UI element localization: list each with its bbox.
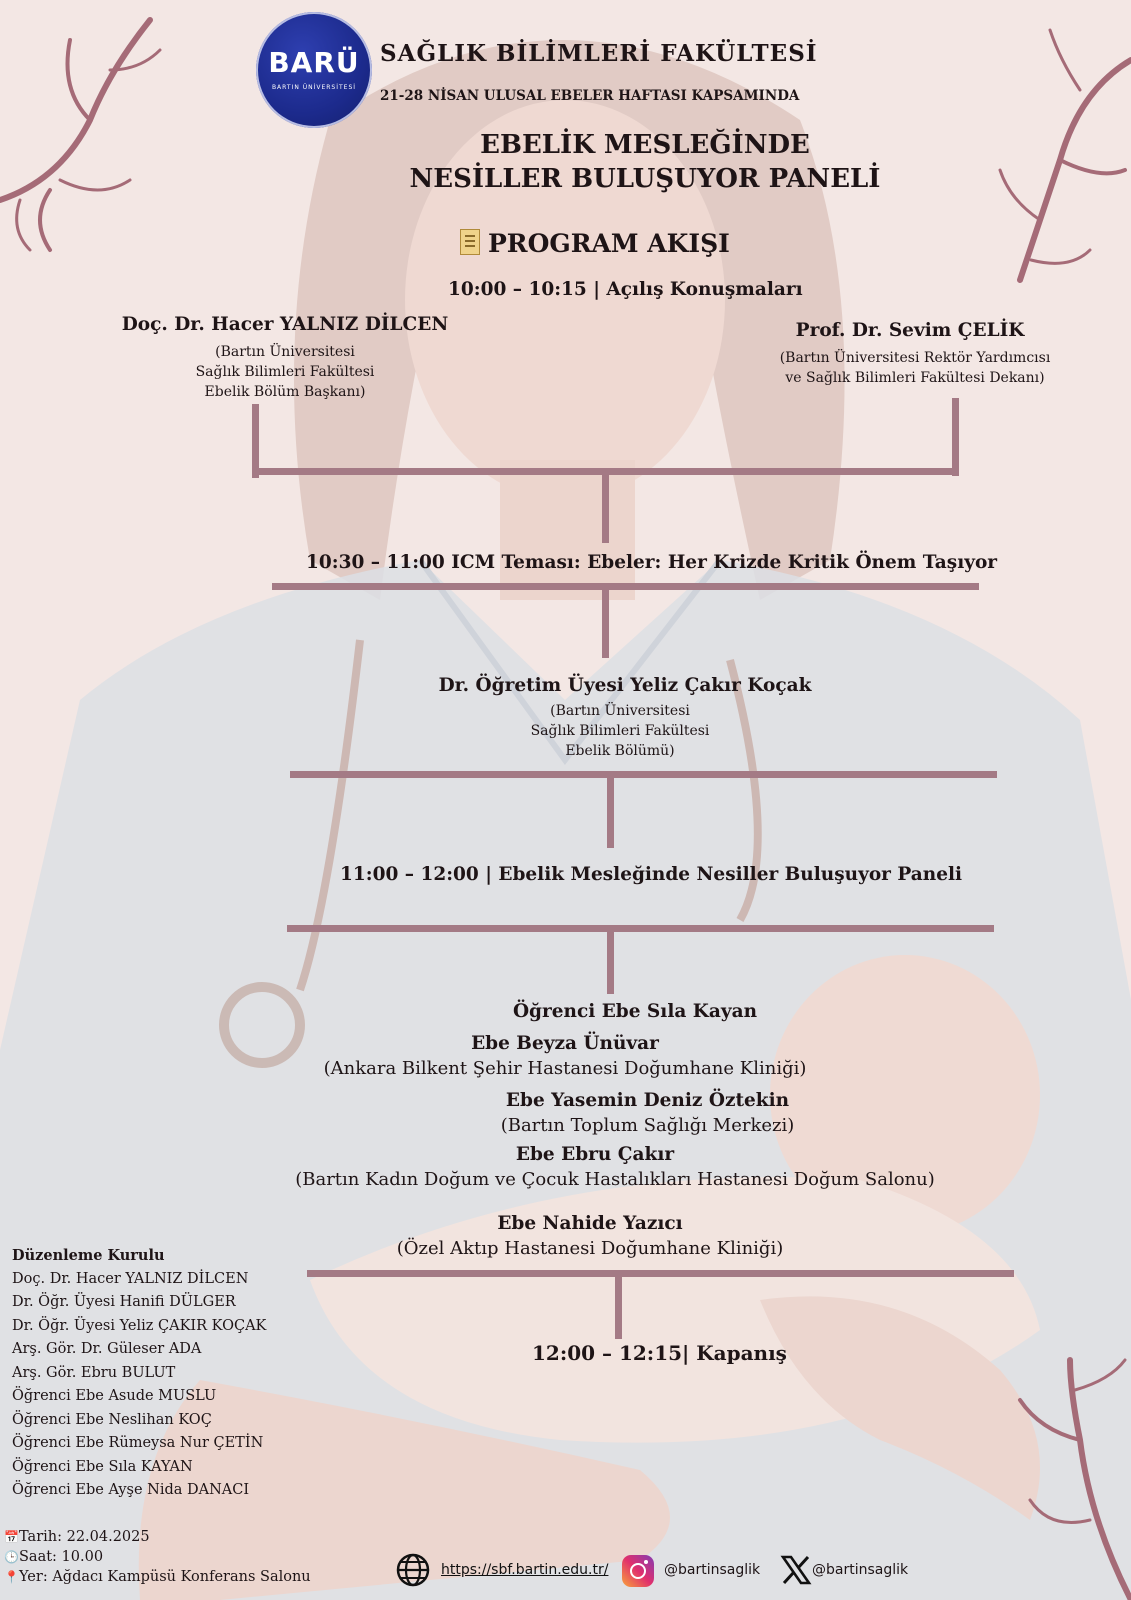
speaker-right-affiliation xyxy=(770,348,1060,388)
event-time: Saat: 10.00 xyxy=(19,1549,104,1565)
committee-member: Arş. Gör. Dr. Güleser ADA xyxy=(12,1341,202,1357)
clock-icon: 🕒 xyxy=(4,1550,19,1564)
speaker-left xyxy=(100,314,470,335)
committee-member: Öğrenci Ebe Ayşe Nida DANACI xyxy=(12,1482,250,1498)
organizing-committee xyxy=(12,1244,312,1503)
logo-subtext: BARTIN ÜNİVERSİTESİ xyxy=(271,84,357,91)
committee-member: Öğrenci Ebe Rümeysa Nur ÇETİN xyxy=(12,1435,264,1451)
panelist-1-name: Öğrenci Ebe Sıla Kayan xyxy=(512,1001,758,1022)
committee-member: Öğrenci Ebe Neslihan KOÇ xyxy=(12,1411,212,1428)
instagram-icon[interactable] xyxy=(622,1555,654,1587)
speaker-left-name: Doç. Dr. Hacer YALNIZ DİLCEN xyxy=(121,314,449,335)
speaker-right-line1: (Bartın Üniversitesi Rektör Yardımcısı xyxy=(779,350,1051,366)
connector-left-vertical xyxy=(252,404,259,478)
panel-title: 11:00 – 12:00 | Ebelik Mesleğinde Nesiller Buluşuyor Paneli xyxy=(340,864,963,885)
speaker-left-line1: (Bartın Üniversitesi xyxy=(215,344,355,360)
connector-horizontal-5 xyxy=(307,1270,1014,1277)
icm-speaker-affiliation xyxy=(490,701,750,761)
panelist-2-name: Ebe Beyza Ünüvar xyxy=(471,1033,659,1054)
committee-member: Doç. Dr. Hacer YALNIZ DİLCEN xyxy=(12,1270,249,1287)
committee-member: Öğrenci Ebe Asude MUSLU xyxy=(12,1388,217,1404)
panelist-5-org: (Özel Aktıp Hastanesi Doğumhane Kliniği) xyxy=(396,1238,784,1259)
speaker-right xyxy=(760,320,1060,341)
panelist-4-org: (Bartın Kadın Doğum ve Çocuk Hastalıkları Hastanesi Doğum Salonu) xyxy=(295,1169,935,1190)
pin-icon: 📍 xyxy=(4,1570,19,1584)
connector-horizontal-3 xyxy=(290,771,997,778)
committee-member: Öğrenci Ebe Sıla KAYAN xyxy=(12,1458,193,1475)
panelist-3-org: (Bartın Toplum Sağlığı Merkezi) xyxy=(500,1115,795,1136)
connector-vertical-3 xyxy=(607,778,614,848)
event-title xyxy=(330,128,960,196)
panelist-3 xyxy=(290,1089,1010,1138)
closing-title: 12:00 – 12:15| Kapanış xyxy=(532,1341,787,1365)
program-heading-text: PROGRAM AKIŞI xyxy=(488,229,730,258)
faculty-title: SAĞLIK BİLİMLERİ FAKÜLTESİ xyxy=(380,40,818,67)
connector-vertical-5 xyxy=(615,1277,622,1339)
icm-speaker-line1: (Bartın Üniversitesi xyxy=(550,703,690,719)
icm-speaker-line2: Sağlık Bilimleri Fakültesi xyxy=(530,723,710,739)
committee-member: Arş. Gör. Ebru BULUT xyxy=(12,1364,176,1381)
speaker-left-line2: Sağlık Bilimleri Fakültesi xyxy=(195,364,375,380)
baru-logo xyxy=(256,12,372,128)
speaker-left-line3: Ebelik Bölüm Başkanı) xyxy=(204,384,366,400)
event-info xyxy=(4,1527,334,1587)
connector-vertical-1 xyxy=(602,475,609,543)
logo-text: BARÜ xyxy=(268,46,360,79)
opening-time-title: 10:00 – 10:15 | Açılış Konuşmaları xyxy=(448,279,803,300)
program-heading xyxy=(460,229,800,258)
scroll-icon xyxy=(460,229,480,255)
event-place: Yer: Ağdacı Kampüsü Konferans Salonu xyxy=(19,1569,311,1585)
event-date: Tarih: 22.04.2025 xyxy=(19,1529,150,1545)
x-icon[interactable] xyxy=(780,1554,812,1586)
speaker-right-name: Prof. Dr. Sevim ÇELİK xyxy=(795,320,1025,341)
event-title-line2: NESİLLER BULUŞUYOR PANELİ xyxy=(409,164,881,194)
panelist-4 xyxy=(260,1143,980,1192)
committee-member: Dr. Öğr. Üyesi Yeliz ÇAKIR KOÇAK xyxy=(12,1317,267,1334)
connector-horizontal-2 xyxy=(272,583,979,590)
panelist-2-org: (Ankara Bilkent Şehir Hastanesi Doğumhane Kliniği) xyxy=(323,1058,807,1079)
icm-speaker-line3: Ebelik Bölümü) xyxy=(565,743,675,759)
event-title-line1: EBELİK MESLEĞİNDE xyxy=(480,130,810,160)
speaker-left-affiliation xyxy=(150,342,420,402)
instagram-handle[interactable]: @bartinsaglik xyxy=(664,1562,761,1578)
panelist-4-name: Ebe Ebru Çakır xyxy=(515,1144,675,1165)
icm-speaker-name: Dr. Öğretim Üyesi Yeliz Çakır Koçak xyxy=(438,675,812,696)
calendar-icon: 📅 xyxy=(4,1530,19,1544)
website-link[interactable]: https://sbf.bartin.edu.tr/ xyxy=(441,1562,609,1578)
x-handle[interactable]: @bartinsaglik xyxy=(812,1562,909,1578)
committee-member: Dr. Öğr. Üyesi Hanifi DÜLGER xyxy=(12,1294,236,1310)
connector-vertical-4 xyxy=(607,932,614,994)
icm-speaker xyxy=(380,675,870,696)
connector-vertical-2 xyxy=(602,590,609,658)
panelist-5-name: Ebe Nahide Yazıcı xyxy=(497,1213,683,1234)
connector-horizontal-1 xyxy=(252,468,959,475)
icm-title: 10:30 – 11:00 ICM Teması: Ebeler: Her Krizde Kritik Önem Taşıyor xyxy=(306,552,998,573)
panelist-5 xyxy=(260,1212,960,1261)
panelist-3-name: Ebe Yasemin Deniz Öztekin xyxy=(505,1090,790,1111)
committee-heading: Düzenleme Kurulu xyxy=(12,1247,165,1264)
connector-right-vertical xyxy=(952,398,959,476)
speaker-right-line2: ve Sağlık Bilimleri Fakültesi Dekanı) xyxy=(785,370,1045,386)
globe-icon xyxy=(396,1553,430,1587)
panelists xyxy=(290,1000,1020,1024)
subtitle: 21-28 NİSAN ULUSAL EBELER HAFTASI KAPSAMINDA xyxy=(380,88,800,104)
panelist-2 xyxy=(260,1032,960,1081)
connector-horizontal-4 xyxy=(287,925,994,932)
